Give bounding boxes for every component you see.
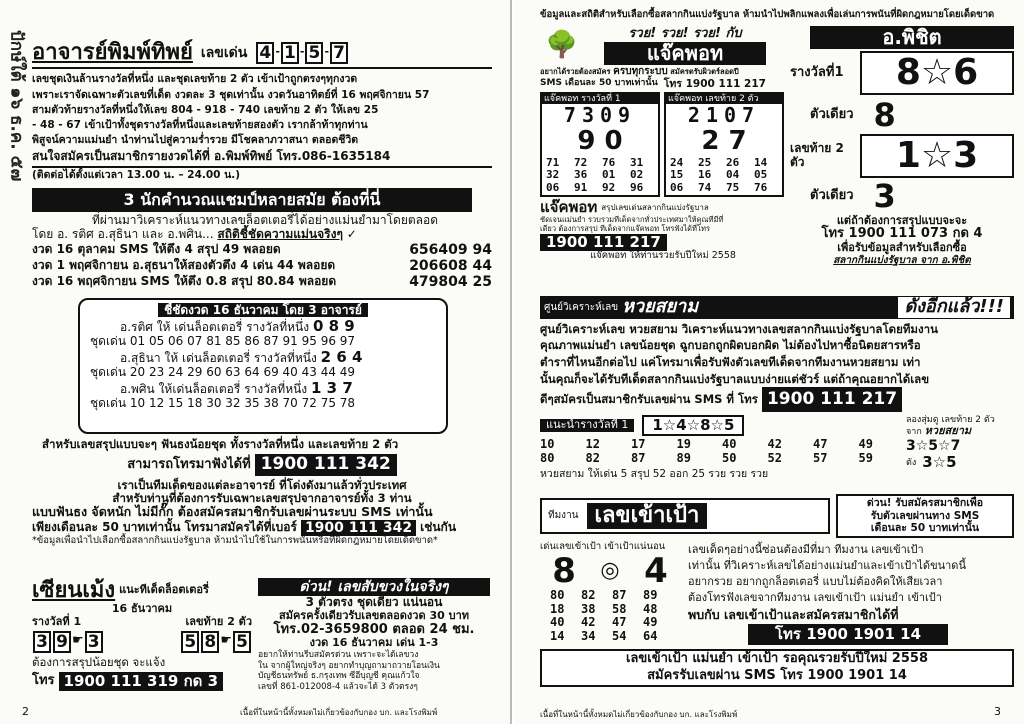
grid-number: 31 [630, 155, 644, 169]
grid-number: 18 [550, 601, 565, 616]
huaysiam-brand: หวยสยาม [622, 296, 699, 317]
footer-line: สมัครรับเลขผ่าน SMS โทร 1900 1901 14 [647, 668, 907, 684]
express-small-line: ใน จากผู้ใหญ่จริงๆ อยากทำบุญถามาถวายโอนเงิน [258, 660, 440, 671]
table-cell: 59 [858, 451, 873, 466]
grid-number: 76 [754, 181, 768, 195]
grid-number: 32 [546, 168, 560, 182]
grid-number: 64 [643, 629, 658, 644]
stats-label: สถิติชี้ชัดความแม่นจริงๆ [217, 226, 343, 241]
pichit-prize1: 8☆6 [860, 51, 1014, 95]
huaysiam-line: ศูนย์วิเคราะห์เลข หวยสยาม วิเคราะห์แนวทางเลขสลากกินแบ่งรัฐบาลโดยทีมงาน [540, 321, 938, 336]
page-footer: เนื้อที่ในหน้านี้ทั้งหมดไม่เกี่ยวข้องกับกอง บก. และโรงพิมพ์ [540, 710, 738, 719]
huaysiam-prefix: ศูนย์วิเคราะห์เลข [544, 301, 619, 313]
laokaopao-picks [540, 542, 680, 644]
expert-label: อ.สุธินา ให้ เด่นล็อตเตอรี่ รางวัลที่หนึ่ง [120, 350, 317, 365]
grid-number: 89 [643, 587, 658, 602]
prize1-label: รางวัลที่ 1 [32, 614, 82, 628]
summary-section [32, 438, 492, 547]
tail-digit: 8 [201, 631, 219, 653]
jackpot-sms-phone: โทร 1900 111 217 [663, 77, 766, 90]
grid-number: 40 [550, 615, 565, 630]
laokaopao-promo [836, 494, 1014, 538]
side-pick: 3☆5 [922, 453, 957, 472]
grid-number: 91 [574, 181, 588, 195]
pick-number: 2 7 [701, 125, 747, 156]
expert-set: 01 05 06 07 81 85 86 87 91 95 96 97 [129, 334, 356, 349]
grid-number: 06 [546, 181, 560, 195]
experts-line: โดย อ. รติศ อ.สุธินา และ อ.พศิน... [32, 226, 214, 241]
huaysiam-line: นั้นคุณก็จะได้รับทีเด็ดสลากกินแบ่งรัฐบาลแบบง่ายแต่ชัวร์ แต่ถ้าคุณอยากได้เลข [540, 371, 930, 386]
sms-line-end: เช่นกัน [420, 519, 457, 534]
pichit-label: เลขท้าย 2 ตัว [790, 141, 844, 169]
sian-meng-date: 16 ธันวาคม [111, 602, 173, 616]
laokaopao-title: เลขเข้าเป้า [587, 503, 708, 528]
expert-set: 10 12 15 18 30 32 35 38 70 72 75 78 [129, 396, 356, 411]
grid-number: 36 [574, 168, 588, 182]
grid-number: 76 [602, 155, 616, 169]
tail-label: เลขท้าย 2 ตัว [185, 614, 252, 628]
pimtip-contact: สนใจสมัครเป็นสมาชิกรายงวดได้ที่ อ.พิมพ์ทิพย์ โทร.086-1635184 [32, 148, 492, 167]
phone-prefix: โทร [32, 672, 55, 688]
side-label: จาก [906, 427, 922, 438]
expert-label: อ.รติศ ให้ เด่นล็อตเตอรี่ รางวัลที่หนึ่ง [120, 319, 310, 334]
grid-number: 16 [698, 168, 712, 182]
prize-digit: 9 [53, 631, 71, 653]
huaysiam-table [540, 415, 900, 480]
lead-digit: 5 [305, 42, 323, 64]
huaysiam-phone: 1900 111 217 [762, 387, 902, 412]
laokaopao-phone: โทร 1900 1901 14 [748, 624, 948, 646]
money-tree-icon: 🌳 [545, 30, 579, 61]
jackpot-footer: แจ๊คพอท ให้ท่านรวยรับปีใหม่ 2558 [590, 250, 736, 262]
huaysiam-member: ดีๆสมัครเป็นสมาชิกรับเลขผ่าน SMS ที่ โทร [540, 392, 758, 407]
jackpot-slogan: รวย! รวย! รวย! กับ [628, 26, 742, 42]
pichit-tail: 1☆3 [860, 134, 1014, 178]
promo-line: เดือนละ 50 บาทเท่านั้น [870, 522, 980, 535]
table-cell: 12 [585, 437, 600, 452]
paragraph-line: พิสูจน์ความแม่นยำ นำท่านไปสู่ความร่ำรวย มีโชคลาภวาสนา ตลอดชีวิต [32, 134, 359, 147]
hot-line: เราเป็นทีมเด็ดของแต่ละอาจารย์ ที่โด่งดังมาแล้วทั่วประเทศ [117, 477, 407, 492]
table-cell: 17 [631, 437, 646, 452]
side-date-text: ปักษ์ใต้ ๑๖ ธ.ค. ๕๗ [6, 30, 27, 182]
express-section [258, 578, 490, 708]
jackpot-desc: เดียว ต้องการสรุป ทีเด็ดจากแจ๊คพอท โทรฟังได้ที่โทร [540, 223, 710, 233]
grid-number: 02 [630, 168, 644, 182]
jackpot-tag: อยากได้รวยต้องสมัคร [540, 67, 611, 76]
lead-digit: 7 [330, 42, 348, 64]
grid-number: 74 [698, 181, 712, 195]
prize-label: แจ๊คพอท รางวัลที่ 1 [542, 94, 658, 104]
grid-number: 38 [581, 601, 596, 616]
grid-number: 25 [698, 155, 712, 169]
champions-intro: ที่ผ่านมาวิเคราะห์แนวทางเลขล็อตเตอรี่ได้อย่างแม่นยำมาโดยตลอด [92, 213, 439, 227]
huaysiam-side [900, 415, 1014, 471]
grid-number: 92 [602, 181, 616, 195]
grid-number: 15 [670, 168, 684, 182]
laokaopao-text [680, 542, 1014, 646]
pick-digit: 4 [644, 550, 668, 591]
jackpot-desc: ชัดเจนแม่นยำ รวบรวมทีเด็ดจากทั่วประเทศมาให้คุณทีมีที่ [540, 214, 724, 224]
grid-number: 47 [612, 615, 627, 630]
jackpot-desc: สรุปเลขเด่นสลากกินแบ่งรัฐบาล [601, 202, 709, 212]
express-line: สมัครครั้งเดียวรับเลขตลอดงวด 30 บาท [278, 608, 469, 622]
express-banner: ด่วน! เลขสับขวงในจริงๆ [258, 578, 490, 596]
pichit-label: รางวัลที่1 [790, 64, 844, 80]
side-pick: 3☆5☆7 [906, 438, 961, 454]
tail-label: แจ๊คพอท เลขท้าย 2 ตัว [666, 94, 782, 104]
pimtip-hours: (ติดต่อได้ตั้งแต่เวลา 13.00 น. – 24.00 น.) [32, 168, 241, 181]
promo-line: ด่วน! รับสมัครสมาชิกเพื่อ [866, 497, 984, 509]
sian-meng-want: ต้องการสรุปน้อยชุด จะแจ้ง [32, 654, 166, 669]
record-number: 206608 44 [409, 257, 492, 274]
grid-number: 48 [643, 601, 658, 616]
pichit-promo: แต่ถ้าต้องการสรุปแบบจะจะ [836, 213, 968, 227]
laokaopao-header [540, 498, 830, 534]
set-label: ชุดเด่น [90, 365, 127, 380]
footer-line: เลขเข้าเป้า แม่นยำ เข้าเป้า รอคุณรวยรับปีใหม่ 2558 [625, 651, 928, 667]
grid-number: 14 [754, 155, 768, 169]
pimtip-section: อาจารย์พิมพ์ทิพย์ เลขเด่น 4 - 1 - 5 - 7 เลขชุดเงินล้านรางวัลที่หนึ่ง และชุดเลขท้าย 2 ตัว เข้าเป้าถูกตรงๆทุกงวด เพราะเราจัดเฉพาะตัวเลขที่เด็ด งวดละ 3 ชุดเท่านั้น งวดวันอาทิตย์ที่ 16 พฤศจิกายน 57 สามตัวท้ายรางวัลที่หนึ่งให้เลข 804 - 918 - 740 เลขท้าย 2 ตัว ให้เลข 25 - 48 - 67 เข้าเป้าทั้งชุดรางวัลที่หนึ่งและเลขท้ายสองตัว เรากล้าท้าทุกท่าน พิสูจน์ความแม่นยำ นำท่านไปสู่ความร่ำรวย มีโชคลาภวาสนา ตลอดชีวิต สนใจสมัครเป็นสมาชิกรายงวดได้ที่ อ.พิมพ์ทิพย์ โทร.086-1635184 (ติดต่อได้ตั้งแต่เวลา 13.00 น. – 24.00 น.) [32, 40, 492, 183]
huaysiam-line: ตำราที่ไหนอีกต่อไป แค่โทรมาเพื่อรับฟังตัวเลขทีเด็ดจากทีมงานหวยสยาม เท่า [540, 355, 921, 370]
team-label: ทีมงาน [548, 510, 579, 522]
grid-number: 75 [726, 181, 740, 195]
table-title: แนะนำรางวัลที่ 1 [540, 419, 634, 432]
summary-line: สำหรับเลขสรุปแบบจะๆ ฟันธงน้อยชุด ทั้งรางวัลที่หนึ่ง และเลขท้าย 2 ตัว [42, 437, 399, 451]
page-number: 2 [22, 705, 29, 718]
table-cell: 47 [813, 437, 828, 452]
sms-line: เพียงเดือนละ 50 บาทเท่านั้น โทรมาสมัครได้ที่เบอร์ [32, 519, 297, 534]
grid-number: 72 [574, 155, 588, 169]
box-title: ชี้ชัดงวด 16 ธันวาคม โดย 3 อาจารย์ [158, 303, 368, 317]
table-cell: 82 [585, 451, 600, 466]
grid-number: 82 [581, 587, 596, 602]
grid-number: 80 [550, 587, 565, 602]
grid-number: 34 [581, 629, 596, 644]
top-note: ข้อมูลและสถิติสำหรับเลือกซื้อสลากกินแบ่งรัฐบาล ห้ามนำไปพลิกแพลงเพื่อเล่นการพนันที่ผิดกฎหมายโดยเด็ดขาด [540, 9, 995, 20]
record-text: งวด 16 พฤศจิกายน SMS ให้ตึง 0.8 สรุป 80.84 พลอยด [32, 273, 337, 288]
grid-number: 04 [726, 168, 740, 182]
paragraph-line: เลขชุดเงินล้านรางวัลที่หนึ่ง และชุดเลขท้าย 2 ตัว เข้าเป้าถูกตรงๆทุกงวด [32, 73, 358, 86]
grid-number: 87 [612, 587, 627, 602]
pick-digit: 8 [552, 550, 576, 591]
sms-phone: 1900 111 342 [301, 520, 416, 536]
tail-number: 2107 [687, 102, 761, 127]
pichit-single: 8 [873, 96, 896, 134]
huaysiam-slogan: ดังอีกแล้ว!!! [898, 297, 1010, 318]
pichit-phone: โทร 1900 111 073 กด 4 [821, 226, 983, 242]
table-pick: 1☆4☆8☆5 [642, 415, 744, 436]
pichit-single: 3 [873, 176, 896, 215]
jackpot-brand: แจ๊คพอท [604, 42, 766, 65]
record-text: งวด 16 ตุลาคม SMS ให้ตึง 4 สรุป 49 พลอยด [32, 241, 281, 256]
page-number: 3 [994, 705, 1001, 718]
expert-lead: 2 6 4 [320, 347, 363, 366]
tail-digit: 5 [233, 631, 251, 653]
jackpot-brand-small: แจ๊คพอท [540, 197, 598, 216]
set-label: ชุดเด่น [90, 396, 127, 411]
record-number: 656409 94 [409, 241, 492, 258]
table-cell: 52 [767, 451, 782, 466]
record-text: งวด 1 พฤศจิกายน อ.สุธนาให้สองตัวตึง 4 เด่น 44 พลอยด [32, 257, 336, 272]
lead-digit: 4 [256, 42, 274, 64]
table-cell: 42 [767, 437, 782, 452]
side-brand: หวยสยาม [924, 424, 972, 438]
side-label: ตัง [906, 457, 917, 468]
table-cell: 10 [540, 437, 555, 452]
lead-digit: 1 [281, 42, 299, 64]
expert-label: อ.พศิน ให้เด่นล็อตเตอรี่ รางวัลที่หนึ่ง [120, 381, 308, 396]
jackpot-phone: 1900 111 217 [540, 234, 667, 251]
sian-meng-section: เซียนเม้ง แนะทีเด็ดล็อตเตอรี่ 16 ธันวาคม รางวัลที่ 1 เลขท้าย 2 ตัว 3 9 ☛ 3 5 8 ☛ 5 ต้องการสรุปน้อยชุด จะแจ้ง โทร 1900 111 319 กด 3 [32, 578, 252, 690]
table-cell: 89 [676, 451, 691, 466]
right-page [514, 0, 1024, 724]
sian-meng-subtitle: แนะทีเด็ดล็อตเตอรี่ [119, 583, 209, 597]
disclaimer: *ข้อมูลเพื่อนำไปเลือกซื้อสลากกินแบ่งรัฐบาล ห้ามนำไปใช้ในการพนันหรือที่ผิดกฎหมายโดยเด็ดขาด* [32, 534, 438, 546]
sms-line: แบบฟันธง จัดหนัก ไม่มีกั๊ก ต้องสมัครสมาชิกรับเลขผ่านระบบ SMS เท่านั้น [32, 504, 433, 520]
pichit-promo: เพื่อรับข้อมูลสำหรับเลือกซื้อ [837, 241, 967, 255]
grid-number: 71 [546, 155, 560, 169]
grid-number: 05 [754, 168, 768, 182]
para-line: ต้องโทรฟังเลขจากทีมงาน เลขเข้าเป้า แม่นยำ เข้าเป้า [688, 590, 942, 604]
pichit-label: ตัวเดียว [810, 106, 854, 122]
express-small-line: บัญชีธนทรัพย์ ธ.กรุงเทพ ซีอีบุญชี คุณแก้วใจ [258, 671, 420, 682]
pick-number: 9 0 [577, 125, 623, 156]
pichit-name: อ.พิชิต [810, 26, 1014, 49]
huaysiam-section [540, 296, 1014, 492]
pichit-label: ตัวเดียว [810, 187, 854, 203]
champions-banner: 3 นักคำนวณแชมป์หลายสมัย ต้องที่นี่ [32, 188, 472, 212]
expert-lead: 1 3 7 [311, 378, 353, 397]
champions-section: ที่ผ่านมาวิเคราะห์แนวทางเลขล็อตเตอรี่ได้อย่างแม่นยำมาโดยตลอด โดย อ. รติศ อ.สุธินา และ อ.พศิน... สถิติชี้ชัดความแม่นจริงๆ ✓ งวด 16 ตุลาคม SMS ให้ตึง 4 สรุป 49 พลอยด 656409 94 งวด 1 พฤศจิกายน อ.สุธนาให้สองตัวตึง 4 เด่น 44 พลอยด 206608 44 งวด 16 พฤศจิกายน SMS ให้ตึง 0.8 สรุป 80.84 พลอยด 479804 25 [32, 213, 492, 290]
table-cell: 40 [722, 437, 737, 452]
prize-digit: 3 [33, 631, 51, 653]
side-label: ลองสุ่มดู เลขท้าย 2 ตัว [906, 415, 995, 426]
expert-set: 20 23 24 29 60 63 64 69 40 43 44 49 [129, 365, 356, 380]
page-footer: เนื้อที่ในหน้านี้ทั้งหมดไม่เกี่ยวข้องกับกอง บก. และโรงพิมพ์ [240, 708, 438, 717]
express-line: งวด 16 ธันวาคม เด่น 1-3 [309, 636, 439, 650]
prize-number: 7309 [563, 102, 637, 127]
expert-lead: 0 8 9 [312, 316, 355, 335]
express-small-line: อยากให้ท่านรีบสมัครด่วน เพราะจะได้เลขวง [258, 650, 419, 661]
member-line: สำหรับท่านที่ต้องการรับเฉพาะเลขสรุปจากอาจารย์ทั้ง 3 ท่าน [112, 490, 412, 505]
laokaopao-footer-box [540, 649, 1014, 687]
prize-digit: 3 [85, 631, 103, 653]
jackpot-section [540, 26, 786, 292]
huaysiam-result: หวยสยาม ให้เด่น 5 สรุป 52 ออก 25 รวย รวย รวย [540, 467, 769, 480]
express-small-line: เลขที่ 861-012008-4 แล้วจะได้ 3 ตัวตรงๆ [258, 681, 418, 692]
grid-number: 24 [670, 155, 684, 169]
table-cell: 49 [858, 437, 873, 452]
laokaopao-section [540, 494, 1014, 704]
lead-label: เลขเด่น [200, 44, 248, 61]
sian-meng-title: เซียนเม้ง [32, 578, 116, 603]
jackpot-tail-card [664, 92, 784, 197]
para-line: อยากรวย อยากถูกล็อตเตอรี่ แบบไม่ต้องคิดให้เสียเวลา [688, 574, 943, 588]
pimtip-title: อาจารย์พิมพ์ทิพย์ [32, 40, 193, 65]
pichit-section [790, 26, 1014, 292]
grid-number: 96 [630, 181, 644, 195]
grid-number: 58 [612, 601, 627, 616]
record-number: 479804 25 [409, 273, 492, 290]
huaysiam-line: คุณภาพแม่นยำ เลขน้อยชุด ฉูกบอกถูกผิดบอกผิด ไม่ต้องไปหาซื้อนิตยสารหรือ [540, 338, 921, 353]
para-line: เท่านั้น ที่วิเคราะห์เลขได้อย่างแม่นยำและเข้าเป้าได้ขนาดนี้ [688, 558, 966, 572]
set-label: ชุดเด่น [90, 334, 127, 349]
paragraph-line: สามตัวท้ายรางวัลที่หนึ่งให้เลข 804 - 918 - 740 เลขท้าย 2 ตัว ให้เลข 25 [32, 103, 379, 116]
express-line: 3 ตัวตรง ชุดเดียว แน่นอน [305, 595, 443, 610]
grid-number: 54 [612, 629, 627, 644]
champions-phone: 1900 111 342 [255, 454, 397, 476]
express-phone: โทร.02-3659800 ตลอด 24 ชม. [273, 621, 475, 637]
pichit-promo: สลากกินแบ่งรัฐบาล จาก อ.พิชิต [833, 254, 971, 266]
grid-number: 26 [726, 155, 740, 169]
sian-meng-phone: 1900 111 319 กด 3 [59, 672, 224, 691]
table-cell: 19 [676, 437, 691, 452]
paragraph-line: - 48 - 67 เข้าเป้าทั้งชุดรางวัลที่หนึ่งและเลขท้ายสองตัว เรากล้าท้าทุกท่าน [32, 118, 368, 131]
promo-line: รับตัวเลขผ่านทาง SMS [870, 509, 980, 522]
jackpot-prize1-card [540, 92, 660, 197]
pimtip-paragraph [32, 72, 492, 183]
jackpot-tag: ครบทุกระบบ [613, 66, 668, 77]
jackpot-tag: สมัครตรับผิวตร์ลอดปี [670, 67, 739, 76]
grid-number: 42 [581, 615, 596, 630]
join-line: พบกับ เลขเข้าเป้าและสมัครสมาชิกได้ที่ [688, 606, 899, 622]
experts-box [78, 298, 448, 434]
target-icon: ◎ [600, 557, 620, 583]
jackpot-sms: SMS เดือนละ 50 บาทเท่านั้น [540, 78, 658, 89]
paragraph-line: เพราะเราจัดเฉพาะตัวเลขที่เด็ด งวดละ 3 ชุดเท่านั้น งวดวันอาทิตย์ที่ 16 พฤศจิกายน 57 [32, 88, 430, 101]
phone-label: สามารถโทรมาฟังได้ที่ [127, 456, 251, 472]
table-cell: 87 [631, 451, 646, 466]
table-cell: 80 [540, 451, 555, 466]
table-cell: 57 [813, 451, 828, 466]
tail-digit: 5 [181, 631, 199, 653]
grid-number: 14 [550, 629, 565, 644]
table-cell: 50 [722, 451, 737, 466]
grid-number: 49 [643, 615, 658, 630]
grid-number: 01 [602, 168, 616, 182]
para-line: เลขเด็ดๆอย่างนี้ซ่อนต้องมีที่มา ทีมงาน เลขเข้าเป้า [688, 542, 924, 556]
laokaopao-note: เด่นเลขเข้าเป้า เข้าเป้าแน่นอน [540, 540, 666, 552]
grid-number: 06 [670, 181, 684, 195]
